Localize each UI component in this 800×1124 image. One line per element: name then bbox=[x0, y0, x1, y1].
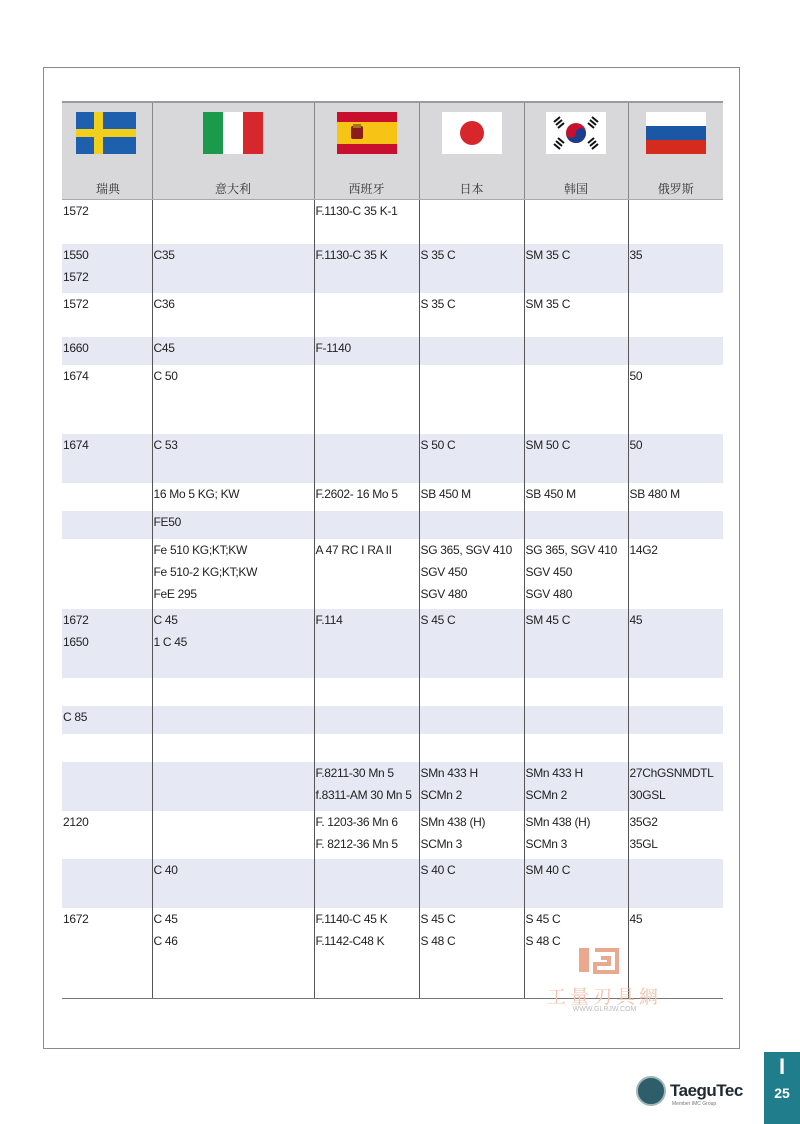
cell-text: S 40 C bbox=[420, 863, 456, 877]
brand-emblem-icon bbox=[636, 1076, 666, 1106]
table-cell bbox=[62, 511, 152, 539]
cell-text: 50 bbox=[629, 438, 643, 452]
table-row bbox=[62, 293, 723, 337]
cell-text: SMn 438 (H) bbox=[420, 815, 486, 829]
table-row bbox=[62, 811, 723, 859]
table-row bbox=[62, 365, 723, 434]
table-cell bbox=[524, 762, 628, 811]
cell-text: 50 bbox=[629, 369, 643, 383]
cell-text: SMn 433 H bbox=[420, 766, 478, 780]
cell-text: 30GSL bbox=[629, 788, 666, 802]
cell-text: C 85 bbox=[63, 710, 88, 724]
table-row bbox=[62, 483, 723, 511]
table-cell bbox=[419, 337, 524, 365]
cell-text: SMn 438 (H) bbox=[525, 815, 591, 829]
cell-text: F.1130-C 35 K bbox=[315, 248, 388, 262]
cell-text: S 45 C bbox=[525, 912, 561, 926]
table-cell bbox=[524, 678, 628, 706]
cell-text: f.8311-AM 30 Mn 5 bbox=[315, 788, 412, 802]
cell-text: 16 Mo 5 KG; KW bbox=[153, 487, 240, 501]
cell-text: C45 bbox=[153, 341, 175, 355]
cell-text: S 35 C bbox=[420, 248, 456, 262]
cell-text: Fe 510 KG;KT;KW bbox=[153, 543, 248, 557]
table-cell bbox=[314, 734, 419, 762]
brand-subtitle: Member IMC Group bbox=[672, 1101, 717, 1107]
table-cell bbox=[628, 762, 723, 811]
table-cell bbox=[152, 762, 314, 811]
steel-equivalents-table bbox=[62, 101, 723, 999]
table-row bbox=[62, 706, 723, 734]
cell-text: F.2602- 16 Mo 5 bbox=[315, 487, 398, 501]
table-cell bbox=[62, 539, 152, 609]
watermark bbox=[537, 946, 677, 1016]
header-label: 俄罗斯 bbox=[657, 182, 694, 196]
table-cell bbox=[62, 293, 152, 337]
table-cell bbox=[152, 434, 314, 483]
col-korea bbox=[524, 102, 628, 200]
col-russia bbox=[628, 102, 723, 200]
table-cell bbox=[62, 678, 152, 706]
table-cell bbox=[314, 244, 419, 293]
table-row bbox=[62, 200, 723, 245]
section-numeral: I bbox=[778, 1054, 786, 1079]
cell-text: F.114 bbox=[315, 613, 343, 627]
table-cell bbox=[314, 762, 419, 811]
cell-text: 45 bbox=[629, 912, 643, 926]
table-cell bbox=[62, 859, 152, 908]
cell-text: 14G2 bbox=[629, 543, 658, 557]
table-cell bbox=[62, 762, 152, 811]
table-cell bbox=[152, 244, 314, 293]
table-cell bbox=[314, 365, 419, 434]
cell-text: 35 bbox=[629, 248, 643, 262]
cell-text: 27ChGSNMDTL bbox=[629, 766, 714, 780]
table-cell bbox=[524, 811, 628, 859]
cell-text: 1572 bbox=[63, 297, 89, 311]
table-cell bbox=[152, 365, 314, 434]
cell-text: 1650 bbox=[63, 635, 89, 649]
table-cell bbox=[314, 511, 419, 539]
cell-text: 1672 bbox=[63, 613, 89, 627]
table-cell bbox=[628, 293, 723, 337]
table-cell bbox=[524, 337, 628, 365]
cell-text: 35GL bbox=[629, 837, 658, 851]
header-row bbox=[62, 102, 723, 200]
table-cell bbox=[62, 609, 152, 678]
cell-text: S 48 C bbox=[420, 934, 456, 948]
table-cell bbox=[628, 678, 723, 706]
cell-text: SM 45 C bbox=[525, 613, 571, 627]
cell-text: SCMn 2 bbox=[525, 788, 568, 802]
cell-text: F.1142-C48 K bbox=[315, 934, 385, 948]
table-cell bbox=[314, 609, 419, 678]
cell-text: 1672 bbox=[63, 912, 89, 926]
cell-text: F. 1203-36 Mn 6 bbox=[315, 815, 398, 829]
table-row bbox=[62, 434, 723, 483]
cell-text: C 45 bbox=[153, 613, 178, 627]
sweden-flag-icon bbox=[76, 112, 136, 154]
cell-text: SGV 450 bbox=[525, 565, 573, 579]
table-cell bbox=[524, 859, 628, 908]
cell-text: F. 8212-36 Mn 5 bbox=[315, 837, 398, 851]
col-italy bbox=[152, 102, 314, 200]
table-cell bbox=[628, 511, 723, 539]
cell-text: S 35 C bbox=[420, 297, 456, 311]
table-cell bbox=[419, 859, 524, 908]
table-cell bbox=[152, 483, 314, 511]
brand-name: TaeguTec bbox=[670, 1081, 743, 1100]
table-cell bbox=[62, 706, 152, 734]
table-cell bbox=[419, 434, 524, 483]
table-row bbox=[62, 539, 723, 609]
cell-text: SB 450 M bbox=[420, 487, 471, 501]
cell-text: SG 365, SGV 410 bbox=[525, 543, 618, 557]
cell-text: SG 365, SGV 410 bbox=[420, 543, 513, 557]
table-cell bbox=[628, 244, 723, 293]
cell-text: C 40 bbox=[153, 863, 178, 877]
table-cell bbox=[314, 293, 419, 337]
table-cell bbox=[62, 365, 152, 434]
table-cell bbox=[419, 762, 524, 811]
table-cell bbox=[419, 244, 524, 293]
cell-text: 45 bbox=[629, 613, 643, 627]
header-label: 瑞典 bbox=[96, 182, 121, 196]
table-cell bbox=[628, 483, 723, 511]
cell-text: FeE 295 bbox=[153, 587, 197, 601]
cell-text: C36 bbox=[153, 297, 175, 311]
table-cell bbox=[524, 483, 628, 511]
table-cell bbox=[628, 859, 723, 908]
cell-text: S 50 C bbox=[420, 438, 456, 452]
cell-text: SGV 480 bbox=[525, 587, 573, 601]
watermark-logo-icon bbox=[577, 946, 627, 976]
table-row bbox=[62, 244, 723, 293]
cell-text: C 53 bbox=[153, 438, 178, 452]
japan-flag-icon bbox=[442, 112, 502, 154]
table-cell bbox=[419, 483, 524, 511]
table-cell bbox=[628, 337, 723, 365]
cell-text: F.1140-C 45 K bbox=[315, 912, 388, 926]
table-cell bbox=[419, 811, 524, 859]
cell-text: 35G2 bbox=[629, 815, 658, 829]
header-label: 日本 bbox=[459, 182, 484, 196]
table-cell bbox=[419, 539, 524, 609]
cell-text: SM 35 C bbox=[525, 297, 571, 311]
table-cell bbox=[314, 706, 419, 734]
watermark-text: 工量刃具網 bbox=[546, 987, 662, 1008]
cell-text: SGV 480 bbox=[420, 587, 468, 601]
table-cell bbox=[628, 365, 723, 434]
cell-text: 2120 bbox=[63, 815, 89, 829]
cell-text: SM 40 C bbox=[525, 863, 571, 877]
cell-text: C35 bbox=[153, 248, 175, 262]
table-cell bbox=[524, 200, 628, 245]
table-cell bbox=[152, 908, 314, 999]
table-cell bbox=[628, 200, 723, 245]
table-cell bbox=[152, 859, 314, 908]
table-cell bbox=[524, 539, 628, 609]
table-cell bbox=[628, 706, 723, 734]
table-cell bbox=[314, 678, 419, 706]
cell-text: SCMn 3 bbox=[420, 837, 463, 851]
cell-text: SB 450 M bbox=[525, 487, 576, 501]
table-cell bbox=[314, 337, 419, 365]
header-label: 韩国 bbox=[563, 182, 588, 196]
cell-text: SM 35 C bbox=[525, 248, 571, 262]
table-cell bbox=[152, 734, 314, 762]
table-row bbox=[62, 511, 723, 539]
table-cell bbox=[152, 337, 314, 365]
table-cell bbox=[419, 365, 524, 434]
cell-text: S 45 C bbox=[420, 912, 456, 926]
table-cell bbox=[62, 200, 152, 245]
table-cell bbox=[524, 365, 628, 434]
cell-text: 1572 bbox=[63, 204, 89, 218]
table-cell bbox=[314, 200, 419, 245]
brand-logo bbox=[636, 1075, 756, 1109]
page-tab bbox=[764, 1052, 800, 1124]
watermark-url: WWW.GLRJW.COM bbox=[572, 1006, 637, 1013]
table-cell bbox=[152, 609, 314, 678]
table-cell bbox=[62, 434, 152, 483]
table-cell bbox=[62, 244, 152, 293]
cell-text: SB 480 M bbox=[629, 487, 680, 501]
cell-text: SM 50 C bbox=[525, 438, 571, 452]
table-cell bbox=[152, 678, 314, 706]
table-cell bbox=[152, 200, 314, 245]
col-japan bbox=[419, 102, 524, 200]
comparison-table bbox=[62, 101, 723, 999]
table-cell bbox=[152, 293, 314, 337]
table-cell bbox=[62, 908, 152, 999]
russia-flag-icon bbox=[646, 112, 706, 154]
table-cell bbox=[314, 811, 419, 859]
table-body bbox=[62, 200, 723, 999]
table-cell bbox=[419, 293, 524, 337]
table-cell bbox=[628, 811, 723, 859]
cell-text: A 47 RC I RA II bbox=[315, 543, 392, 557]
table-cell bbox=[314, 434, 419, 483]
table-cell bbox=[62, 483, 152, 511]
table-cell bbox=[314, 539, 419, 609]
table-cell bbox=[62, 811, 152, 859]
table-cell bbox=[419, 678, 524, 706]
table-cell bbox=[628, 609, 723, 678]
page-number: 25 bbox=[774, 1085, 790, 1101]
cell-text: SGV 450 bbox=[420, 565, 468, 579]
italy-flag-icon bbox=[203, 112, 263, 154]
table-cell bbox=[314, 908, 419, 999]
table-cell bbox=[152, 811, 314, 859]
cell-text: C 46 bbox=[153, 934, 178, 948]
table-cell bbox=[62, 337, 152, 365]
table-cell bbox=[524, 293, 628, 337]
table-cell bbox=[524, 734, 628, 762]
cell-text: FE50 bbox=[153, 515, 181, 529]
cell-text: 1550 bbox=[63, 248, 89, 262]
table-row bbox=[62, 859, 723, 908]
header-label: 意大利 bbox=[214, 182, 251, 196]
table-cell bbox=[524, 434, 628, 483]
cell-text: 1674 bbox=[63, 438, 89, 452]
cell-text: C 50 bbox=[153, 369, 178, 383]
cell-text: F-1140 bbox=[315, 341, 351, 355]
header-label: 西班牙 bbox=[348, 182, 385, 196]
table-cell bbox=[628, 434, 723, 483]
table-cell bbox=[524, 609, 628, 678]
table-cell bbox=[314, 859, 419, 908]
table-cell bbox=[419, 734, 524, 762]
table-cell bbox=[524, 511, 628, 539]
table-cell bbox=[152, 511, 314, 539]
table-row bbox=[62, 678, 723, 706]
col-sweden bbox=[62, 102, 152, 200]
cell-text: 1660 bbox=[63, 341, 89, 355]
spain-flag-icon bbox=[337, 112, 397, 154]
cell-text: C 45 bbox=[153, 912, 178, 926]
table-row bbox=[62, 609, 723, 678]
table-row bbox=[62, 762, 723, 811]
table-cell bbox=[524, 706, 628, 734]
table-cell bbox=[419, 706, 524, 734]
cell-text: 1572 bbox=[63, 270, 89, 284]
table-cell bbox=[524, 244, 628, 293]
cell-text: F.1130-C 35 K-1 bbox=[315, 204, 398, 218]
table-cell bbox=[419, 908, 524, 999]
cell-text: 1674 bbox=[63, 369, 89, 383]
korea-flag-icon bbox=[546, 112, 606, 154]
table-cell bbox=[628, 734, 723, 762]
table-cell bbox=[152, 539, 314, 609]
table-cell bbox=[419, 511, 524, 539]
cell-text: Fe 510-2 KG;KT;KW bbox=[153, 565, 258, 579]
cell-text: S 45 C bbox=[420, 613, 456, 627]
cell-text: SCMn 3 bbox=[525, 837, 568, 851]
table-cell bbox=[419, 609, 524, 678]
cell-text: F.8211-30 Mn 5 bbox=[315, 766, 394, 780]
table-cell bbox=[419, 200, 524, 245]
table-cell bbox=[152, 706, 314, 734]
cell-text: S 48 C bbox=[525, 934, 561, 948]
table-row bbox=[62, 734, 723, 762]
cell-text: SMn 433 H bbox=[525, 766, 583, 780]
col-spain bbox=[314, 102, 419, 200]
table-cell bbox=[314, 483, 419, 511]
table-cell bbox=[628, 539, 723, 609]
table-row bbox=[62, 337, 723, 365]
cell-text: 1 C 45 bbox=[153, 635, 188, 649]
table-cell bbox=[62, 734, 152, 762]
cell-text: SCMn 2 bbox=[420, 788, 463, 802]
